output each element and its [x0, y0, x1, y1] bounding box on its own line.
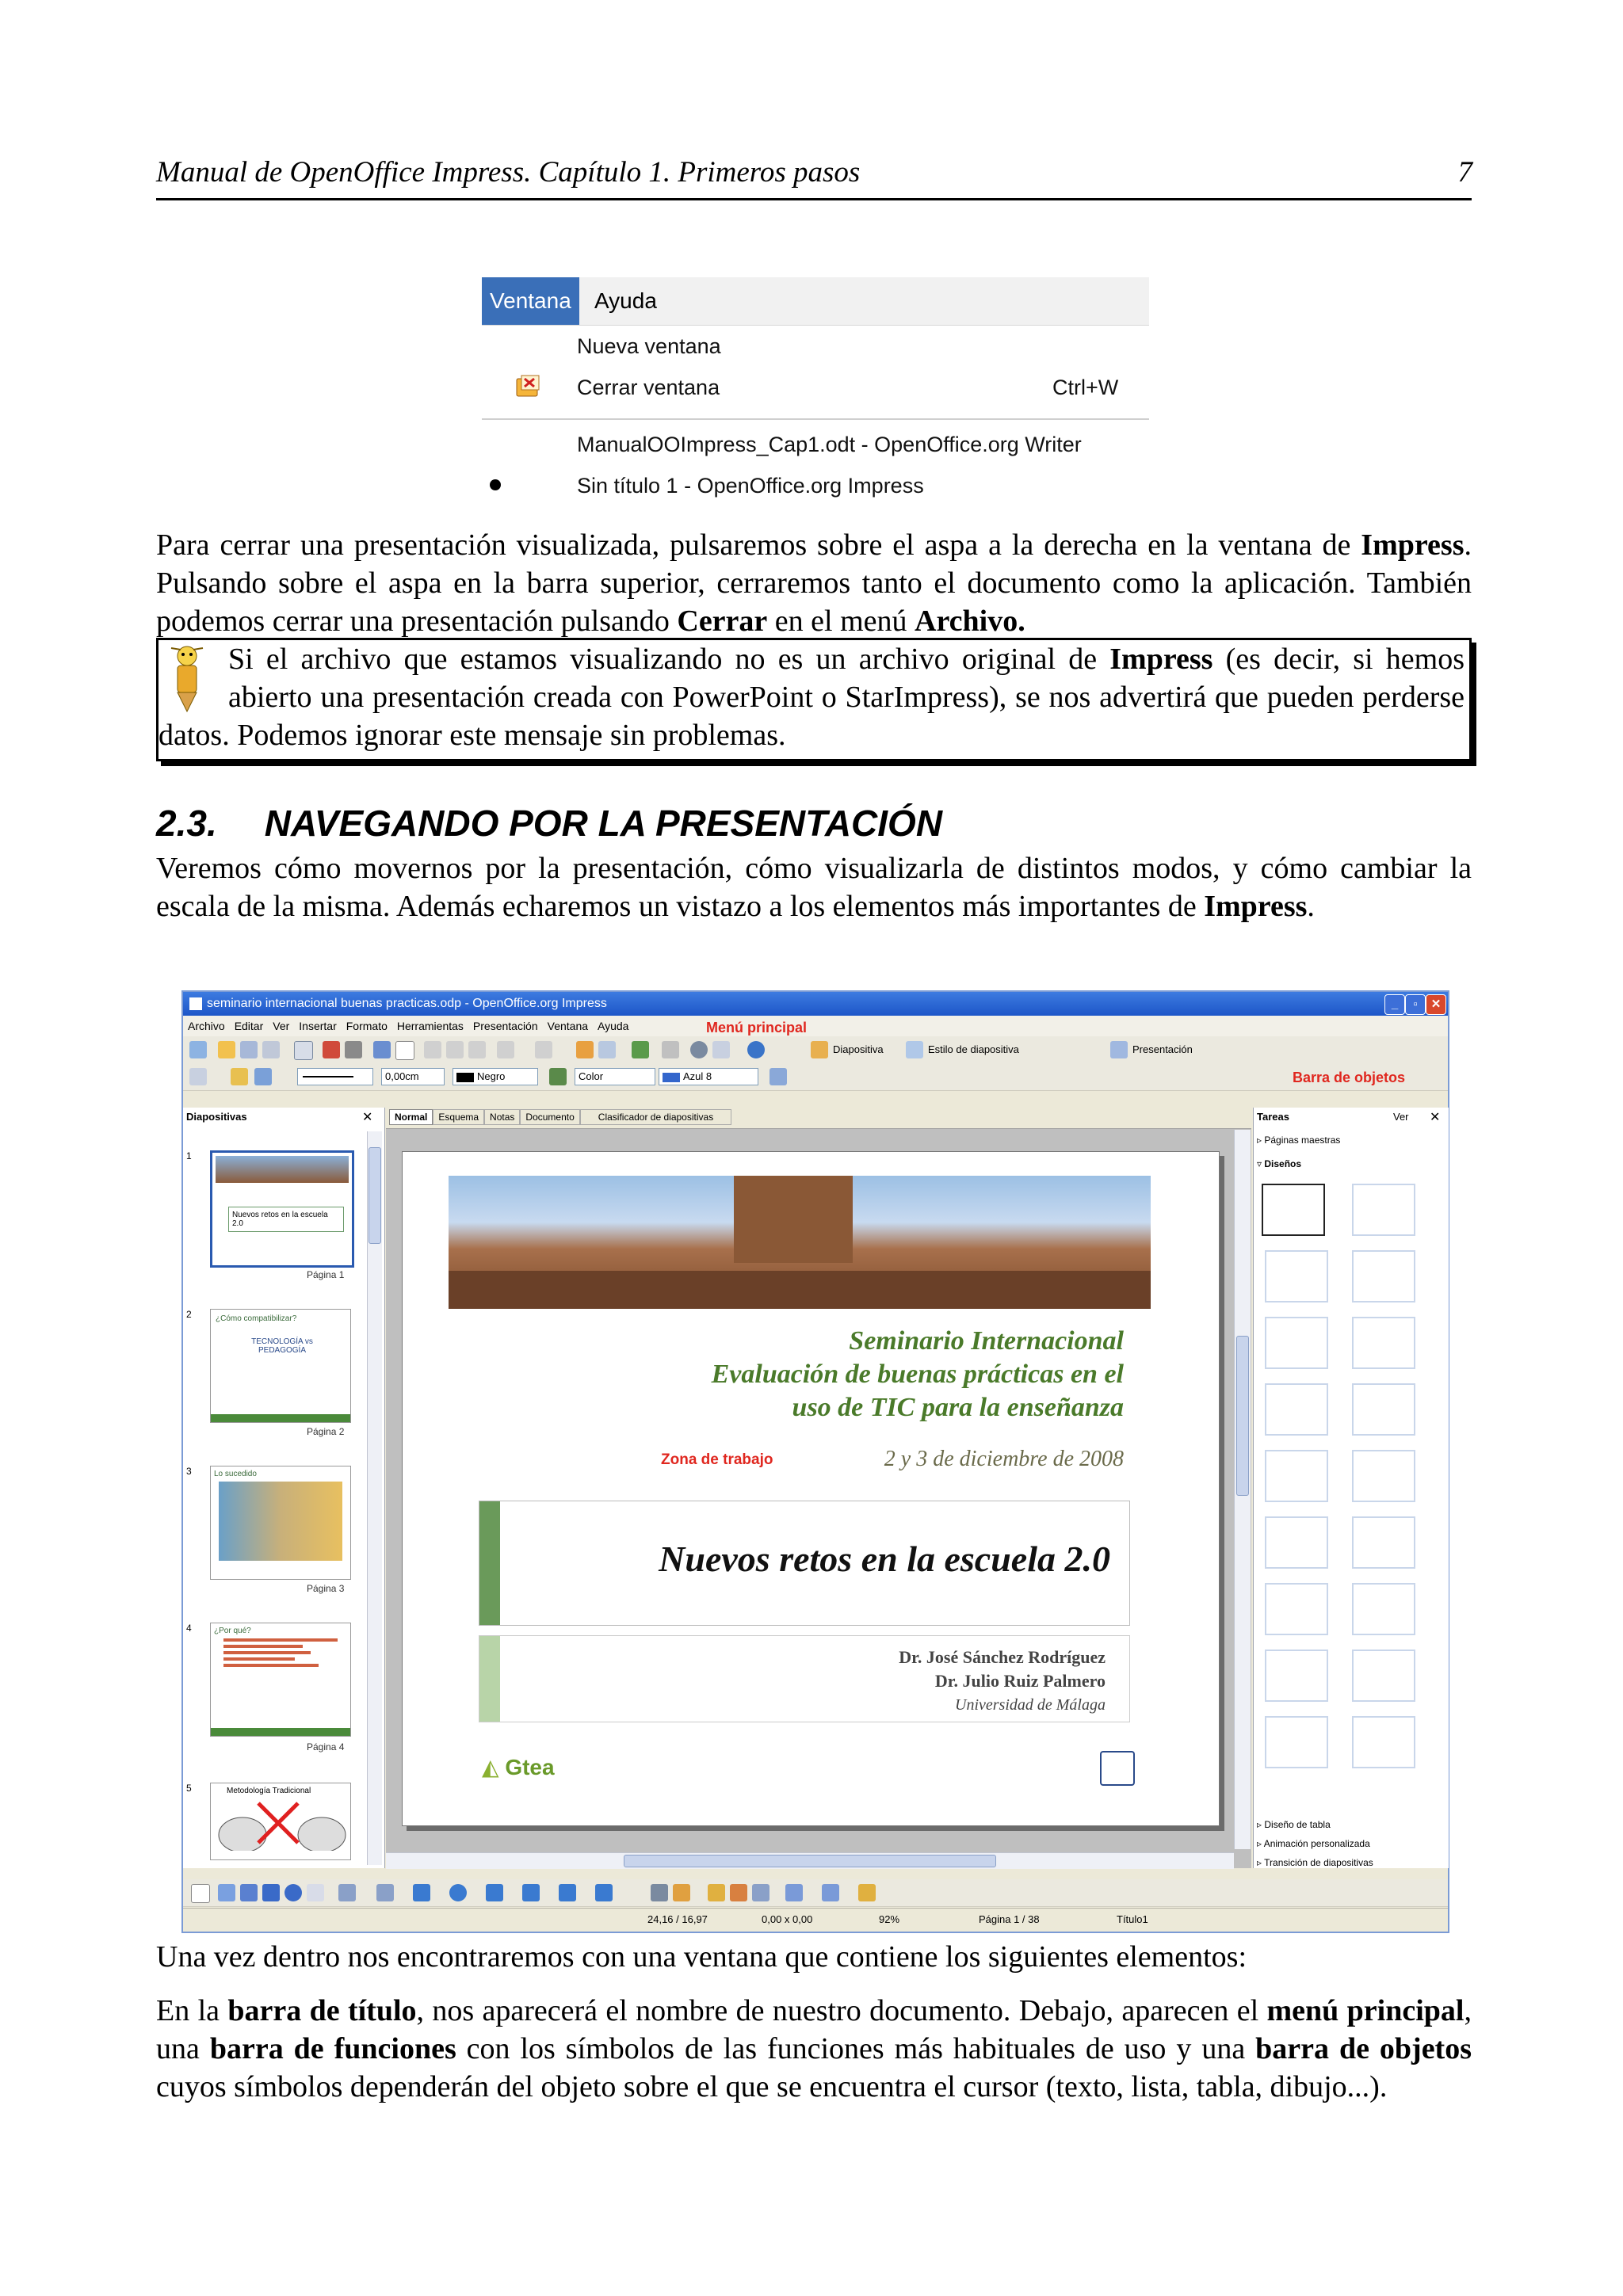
- slide-thumbnail-4[interactable]: [210, 1623, 351, 1737]
- redo-icon[interactable]: [535, 1041, 552, 1058]
- text-run: Para cerrar una presentación visualizada, pulsaremos sobre el aspa a la derecha en la ventana de: [156, 528, 1361, 562]
- edit-file-icon[interactable]: [294, 1041, 313, 1060]
- layout-table[interactable]: [1352, 1383, 1415, 1436]
- callouts-icon[interactable]: [559, 1884, 576, 1901]
- window-title: seminario internacional buenas practicas.odp - OpenOffice.org Impress: [207, 997, 607, 1010]
- bold-run: Impress: [1361, 528, 1465, 562]
- slide-number: 5: [186, 1783, 192, 1794]
- slide-author-box: [479, 1635, 1130, 1722]
- zoom-icon[interactable]: [712, 1041, 730, 1058]
- flowchart-icon[interactable]: [522, 1884, 540, 1901]
- block-arrows-icon[interactable]: [486, 1884, 503, 1901]
- layout-text-chart[interactable]: [1352, 1450, 1415, 1502]
- menu-insertar[interactable]: Insertar: [299, 1020, 337, 1032]
- table-design-section[interactable]: ▹ Diseño de tabla: [1257, 1819, 1331, 1830]
- layout-image-text[interactable]: [1265, 1450, 1328, 1502]
- save-icon[interactable]: [240, 1041, 258, 1058]
- master-pages-section[interactable]: ▹ Páginas maestras: [1257, 1135, 1341, 1146]
- custom-animation-label: Animación personalizada: [1263, 1838, 1370, 1849]
- vertical-scrollbar[interactable]: [1234, 1130, 1251, 1849]
- layout-title-objects[interactable]: [1265, 1650, 1328, 1702]
- bold-run: barra de funciones: [209, 2032, 456, 2065]
- thumb-page-label: Página 4: [307, 1741, 345, 1753]
- page-number: 7: [1457, 156, 1472, 189]
- line-color-select[interactable]: [453, 1068, 538, 1085]
- view-tabs: [386, 1108, 1251, 1129]
- status-size: 0,00 x 0,00: [762, 1913, 813, 1925]
- header-rule: [156, 198, 1472, 200]
- thumb-heading: ¿Por qué?: [214, 1627, 251, 1635]
- main-box-accent: [479, 1501, 500, 1625]
- text-icon[interactable]: [307, 1884, 324, 1901]
- menu-herramientas[interactable]: Herramientas: [396, 1020, 464, 1032]
- glue-icon[interactable]: [673, 1884, 690, 1901]
- menu-bar: [482, 277, 1149, 326]
- image-icon[interactable]: [730, 1884, 747, 1901]
- thumb-heading: Metodología Tradicional: [227, 1787, 311, 1795]
- text-run: , nos aparecerá el nombre de nuestro documento. Debajo, aparecen el: [416, 1994, 1267, 2027]
- slide-number: 4: [186, 1623, 192, 1634]
- extrusion-icon[interactable]: [785, 1884, 803, 1901]
- slide-thumbnail-5[interactable]: [210, 1783, 351, 1860]
- slide-line3: uso de TIC para la enseñanza: [792, 1393, 1124, 1422]
- horizontal-scrollbar[interactable]: [386, 1852, 1234, 1869]
- help-icon[interactable]: [747, 1041, 765, 1058]
- menu-item-writer-doc[interactable]: ManualOOImpress_Cap1.odt - OpenOffice.org Writer: [577, 433, 1082, 456]
- bold-run: Impress: [1204, 890, 1308, 923]
- gallery-icon[interactable]: [752, 1884, 769, 1901]
- layout-text-image[interactable]: [1265, 1516, 1328, 1569]
- slide-building-photo: [449, 1176, 1151, 1309]
- status-position: 24,16 / 16,97: [647, 1913, 708, 1925]
- tasks-panel: [1253, 1108, 1449, 1868]
- text-run: en el menú: [767, 605, 915, 638]
- line-color-label: Negro: [477, 1070, 506, 1082]
- slide-number: 1: [186, 1150, 192, 1161]
- slide-thumbnail-2[interactable]: [210, 1309, 351, 1423]
- slide-line1: Seminario Internacional: [849, 1326, 1124, 1356]
- line-end-icon[interactable]: [254, 1068, 272, 1085]
- menu-separator: [482, 418, 1149, 420]
- gtea-logo-mark: ◭: [482, 1755, 499, 1779]
- rectangle-icon[interactable]: [262, 1884, 280, 1901]
- impress-window-screenshot: [181, 990, 1449, 1933]
- author-1: Dr. José Sánchez Rodríguez: [899, 1647, 1106, 1667]
- bold-run: menú principal: [1266, 1994, 1465, 2027]
- line-icon[interactable]: [218, 1884, 235, 1901]
- slide-subtitle: [712, 1325, 1124, 1425]
- bold-run: barra de título: [227, 1994, 417, 2027]
- slides-scrollbar[interactable]: [367, 1131, 382, 1865]
- basic-shapes-icon[interactable]: [413, 1884, 430, 1901]
- presentation-button-label[interactable]: Presentación: [1132, 1043, 1193, 1055]
- slides-panel-title: Diapositivas: [186, 1111, 247, 1123]
- area-color-label: Azul 8: [683, 1070, 712, 1082]
- layout-title-only[interactable]: [1352, 1184, 1415, 1236]
- paragraph-close-presentation: [156, 526, 1472, 640]
- thumb-footer-bar: [211, 1728, 350, 1736]
- status-page: Página 1 / 38: [979, 1913, 1040, 1925]
- menu-editar[interactable]: Editar: [234, 1020, 264, 1032]
- bold-run: Cerrar: [677, 605, 768, 638]
- text-run: , una: [156, 1994, 1472, 2065]
- section-title: NAVEGANDO POR LA PRESENTACIÓN: [264, 803, 943, 844]
- close-tasks-icon[interactable]: ✕: [1430, 1111, 1441, 1124]
- text-run: .: [1307, 890, 1315, 923]
- email-icon[interactable]: [262, 1041, 280, 1058]
- thumb-text: Nuevos retos en la escuela 2.0: [228, 1207, 344, 1232]
- layout-chart[interactable]: [1265, 1383, 1328, 1436]
- slide-thumbnail-3[interactable]: [210, 1466, 351, 1580]
- running-header-title: Manual de OpenOffice Impress. Capítulo 1. Primeros pasos: [156, 156, 861, 189]
- globe-icon[interactable]: [632, 1041, 649, 1058]
- slide-icon[interactable]: [811, 1041, 828, 1058]
- symbol-shapes-icon[interactable]: [449, 1884, 467, 1901]
- tab-clasificador[interactable]: Clasificador de diapositivas: [580, 1109, 731, 1125]
- tab-notas[interactable]: Notas: [484, 1109, 520, 1125]
- university: Universidad de Málaga: [955, 1696, 1106, 1714]
- paragraph-navigation-intro: [156, 849, 1472, 925]
- text-run: . Pulsando sobre el aspa en la barra superior, cerraremos tanto el documento como la aplicación. También podemos cerrar una presentación pulsando: [156, 528, 1472, 638]
- stars-icon[interactable]: [595, 1884, 613, 1901]
- slides-panel: [183, 1108, 385, 1868]
- color-swatch-blue: [663, 1073, 680, 1082]
- status-zoom[interactable]: 92%: [879, 1913, 900, 1925]
- layout-two-rows[interactable]: [1352, 1716, 1415, 1768]
- bold-run: Impress: [1109, 643, 1213, 676]
- select-icon[interactable]: [191, 1884, 210, 1903]
- paste-icon[interactable]: [468, 1041, 486, 1058]
- connector-icon[interactable]: [376, 1884, 394, 1901]
- close-icon[interactable]: ✕: [1426, 994, 1446, 1015]
- note-mascot-icon: [158, 640, 228, 713]
- paragraph-title-bar: [156, 1992, 1472, 2106]
- gtea-logo: [482, 1754, 555, 1780]
- close-window-icon: [515, 374, 542, 398]
- thumb-cross-icon: [211, 1795, 350, 1851]
- layout-text-object[interactable]: [1352, 1583, 1415, 1635]
- slide-date: 2 y 3 de diciembre de 2008: [884, 1447, 1124, 1471]
- label-barra-objetos: Barra de objetos: [1293, 1070, 1406, 1085]
- grid-icon[interactable]: [662, 1041, 679, 1058]
- new-icon[interactable]: [189, 1041, 207, 1058]
- label-zona-trabajo: Zona de trabajo: [661, 1451, 773, 1468]
- rotate-icon[interactable]: [822, 1884, 839, 1901]
- status-layout: Título1: [1117, 1913, 1148, 1925]
- bold-run: Archivo.: [915, 605, 1025, 638]
- menu-item-impress-doc[interactable]: Sin título 1 - OpenOffice.org Impress: [577, 474, 924, 498]
- menu-ayuda[interactable]: Ayuda: [598, 1020, 629, 1032]
- title-bar: [183, 992, 1448, 1016]
- cut-icon[interactable]: [424, 1041, 441, 1058]
- text-run: con los símbolos de las funciones más habituales de uso y una: [456, 2032, 1256, 2065]
- slide-number: 3: [186, 1466, 192, 1477]
- menu-item-nueva-ventana[interactable]: Nueva ventana: [577, 334, 721, 358]
- line-style-select[interactable]: [297, 1068, 373, 1085]
- autospell-icon[interactable]: [395, 1041, 414, 1060]
- status-bar: [183, 1908, 1448, 1931]
- photo-tower: [734, 1176, 853, 1263]
- slide-number: 2: [186, 1309, 192, 1320]
- slide-main-box: [479, 1501, 1130, 1626]
- navigator-icon[interactable]: [690, 1041, 708, 1058]
- designs-section[interactable]: ▿ Diseños: [1257, 1158, 1302, 1169]
- uma-logo-icon: [1100, 1751, 1135, 1786]
- thumb-heading: Lo sucedido: [214, 1470, 257, 1478]
- slide-transition-label: Transición de diapositivas: [1264, 1857, 1373, 1868]
- thumb-photo: [219, 1482, 342, 1561]
- label-menu-principal: Menú principal: [706, 1020, 808, 1035]
- shadow-icon[interactable]: [769, 1068, 787, 1085]
- layout-four-objects[interactable]: [1265, 1716, 1328, 1768]
- menu-presentacion[interactable]: Presentación: [472, 1020, 538, 1032]
- fontwork-icon[interactable]: [708, 1884, 725, 1901]
- layout-blank[interactable]: [1262, 1184, 1325, 1236]
- slide-canvas: [402, 1151, 1220, 1826]
- undo-icon[interactable]: [497, 1041, 514, 1058]
- menu-ver[interactable]: Ver: [273, 1020, 290, 1032]
- object-toolbar: [183, 1063, 1448, 1091]
- main-menu-bar: [183, 1016, 1448, 1036]
- table-design-label: Diseño de tabla: [1264, 1819, 1331, 1830]
- area-style-select[interactable]: Color: [575, 1068, 655, 1085]
- ellipse-icon[interactable]: [285, 1884, 302, 1901]
- open-icon[interactable]: [218, 1041, 235, 1058]
- layout-grid: [1257, 1177, 1431, 1811]
- minimize-icon[interactable]: _: [1384, 994, 1405, 1015]
- thumb-banner-image: [216, 1156, 349, 1183]
- section-heading: [156, 802, 942, 845]
- tab-esquema[interactable]: Esquema: [433, 1109, 484, 1125]
- paragraph-elements-intro: Una vez dentro nos encontraremos con una ventana que contiene los siguientes elementos:: [156, 1940, 1247, 1974]
- tab-documento[interactable]: Documento: [520, 1109, 579, 1125]
- window-menu-screenshot: [482, 277, 1149, 512]
- area-icon[interactable]: [549, 1068, 567, 1085]
- print-icon[interactable]: [345, 1041, 362, 1058]
- slide-transition-section[interactable]: ▹ Transición de diapositivas: [1257, 1857, 1373, 1868]
- layout-object-text[interactable]: [1265, 1583, 1328, 1635]
- curve-icon[interactable]: [338, 1884, 356, 1901]
- spellcheck-icon[interactable]: [373, 1041, 391, 1058]
- slide-line2: Evaluación de buenas prácticas en el: [711, 1360, 1124, 1389]
- arrow-icon[interactable]: [240, 1884, 258, 1901]
- shortcut-ctrl-w: Ctrl+W: [1052, 376, 1119, 399]
- presentation-icon[interactable]: [1110, 1041, 1128, 1058]
- table-icon[interactable]: [598, 1041, 616, 1058]
- layout-chart-text[interactable]: [1352, 1516, 1415, 1569]
- line-style-icon[interactable]: [189, 1068, 207, 1085]
- thumb-page-label: Página 2: [307, 1426, 345, 1437]
- menu-tab-ventana[interactable]: Ventana: [482, 277, 579, 325]
- slide-button-label[interactable]: Diapositiva: [833, 1043, 884, 1055]
- menu-archivo[interactable]: Archivo: [188, 1020, 225, 1032]
- text-run: cuyos símbolos dependerán del objeto sobre el que se encuentra el cursor (texto, lista, tabla, dibujo...).: [156, 2070, 1388, 2103]
- section-number: 2.3.: [156, 803, 217, 844]
- text-run: Veremos cómo movernos por la presentación, cómo visualizarla de distintos modos, y cómo cambiar la escala de la misma. Además echaremos un vistazo a los elementos más importantes de: [156, 852, 1472, 923]
- slide-style-button-label[interactable]: Estilo de diapositiva: [928, 1043, 1019, 1055]
- designs-label: Diseños: [1264, 1158, 1302, 1169]
- work-area: [386, 1108, 1251, 1868]
- note-text: [158, 640, 1465, 754]
- thumb-heading: ¿Cómo compatibilizar?: [216, 1314, 297, 1323]
- layout-title-2content[interactable]: [1352, 1250, 1415, 1302]
- menu-tab-ayuda[interactable]: Ayuda: [594, 288, 657, 313]
- line-width-input[interactable]: 0,00cm: [381, 1068, 445, 1085]
- slide-main-title: Nuevos retos en la escuela 2.0: [659, 1539, 1110, 1579]
- menu-ventana[interactable]: Ventana: [547, 1020, 589, 1032]
- function-toolbar: [183, 1036, 1448, 1064]
- area-color-select[interactable]: [659, 1068, 758, 1085]
- photo-facade: [449, 1271, 1151, 1309]
- slide-authors: [899, 1646, 1106, 1717]
- thumb-page-label: Página 3: [307, 1583, 345, 1594]
- text-run: Si el archivo que estamos visualizando no es un archivo original de: [228, 643, 1110, 676]
- app-icon: [189, 997, 202, 1010]
- layout-title[interactable]: [1265, 1317, 1328, 1369]
- note-box: [156, 638, 1472, 761]
- tab-normal[interactable]: Normal: [389, 1109, 433, 1125]
- maximize-icon[interactable]: ▫: [1405, 994, 1426, 1015]
- thumb-text: TECNOLOGÍA vs PEDAGOGÍA: [251, 1337, 313, 1355]
- layout-centered[interactable]: [1352, 1317, 1415, 1369]
- tasks-panel-title: Tareas: [1257, 1111, 1289, 1123]
- author-box-accent: [479, 1636, 500, 1722]
- master-pages-label: Páginas maestras: [1264, 1135, 1341, 1146]
- copy-icon[interactable]: [446, 1041, 464, 1058]
- tasks-view-menu[interactable]: Ver: [1393, 1111, 1409, 1123]
- arrange-icon[interactable]: [858, 1884, 876, 1901]
- points-icon[interactable]: [651, 1884, 668, 1901]
- thumb-page-label: Página 1: [307, 1269, 345, 1280]
- text-run: En la: [156, 1994, 228, 2027]
- menu-item-cerrar-ventana[interactable]: Cerrar ventana: [577, 376, 720, 399]
- bullet-icon: [490, 479, 501, 490]
- drawing-toolbar: [183, 1879, 1448, 1907]
- bold-run: barra de objetos: [1255, 2032, 1472, 2065]
- slide-style-icon[interactable]: [906, 1041, 923, 1058]
- color-swatch-black: [456, 1073, 474, 1082]
- custom-animation-section[interactable]: ▹ Animación personalizada: [1257, 1838, 1370, 1849]
- pdf-icon[interactable]: [323, 1041, 340, 1058]
- chart-icon[interactable]: [576, 1041, 594, 1058]
- menu-formato[interactable]: Formato: [346, 1020, 388, 1032]
- slide-thumbnail-1[interactable]: [210, 1150, 354, 1268]
- layout-title-rows[interactable]: [1352, 1650, 1415, 1702]
- close-panel-icon[interactable]: ✕: [362, 1111, 373, 1124]
- thumb-footer-bar: [211, 1414, 350, 1422]
- layout-title-content[interactable]: [1265, 1250, 1328, 1302]
- arrow-style-icon[interactable]: [231, 1068, 248, 1085]
- gtea-logo-text: Gtea: [505, 1755, 555, 1779]
- text-run: (es decir, si hemos abierto una presentación creada con PowerPoint o StarImpress), se nos advertirá que pueden perderse datos. Podemos ignorar este mensaje sin problemas.: [158, 643, 1465, 752]
- author-2: Dr. Julio Ruiz Palmero: [934, 1671, 1106, 1691]
